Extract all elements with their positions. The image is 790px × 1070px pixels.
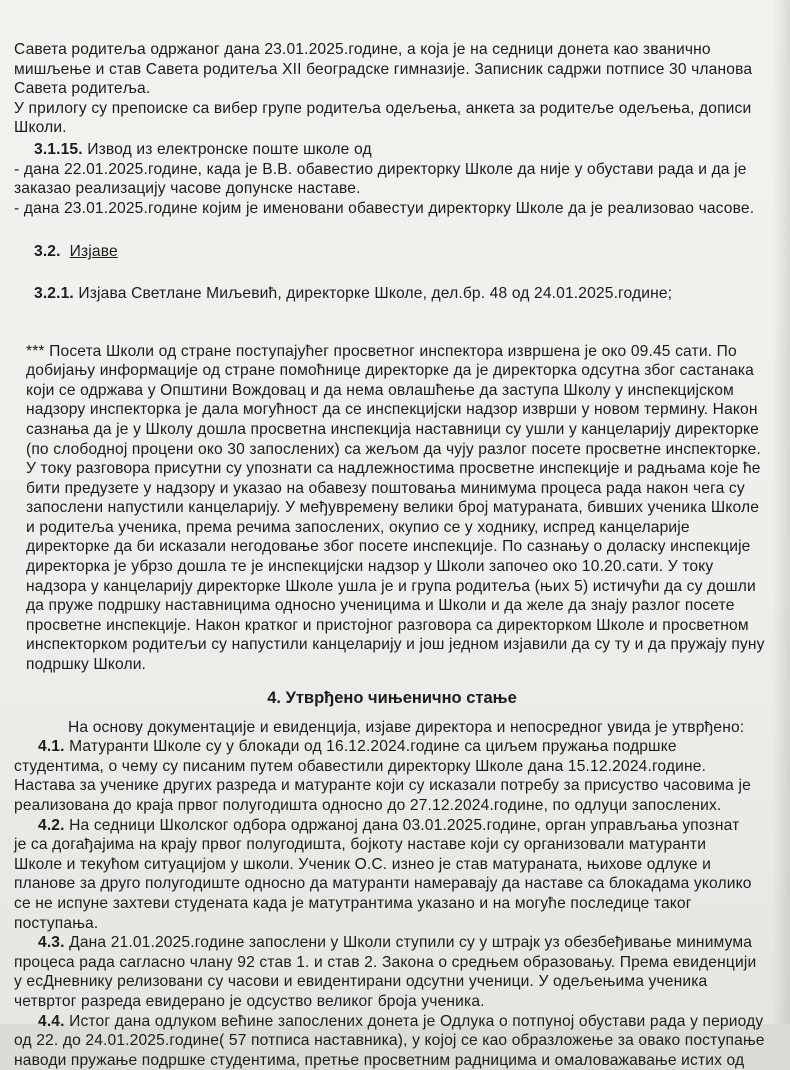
text-line: који се одржава у Општини Вождовац и да нема овлашћење да заступа Школу у инспекцијском — [26, 381, 734, 399]
section-4-body — [14, 718, 770, 1070]
section-number: 3.2. — [34, 243, 61, 261]
text-line: бити предузете у надзору и указао на обавезу поштовања минимума процеса рада након чега су — [26, 479, 745, 497]
item-4-1 — [14, 737, 770, 815]
item-first-line — [14, 816, 770, 836]
text-line: У прилогу су препоиске са вибер групе родитеља одељења, анкета за родитеље одељења, дописи — [14, 99, 752, 117]
item-text: Истог дана одлуком већине запослених донета је Одлука о потпуној обустави рада у периоду — [64, 1012, 764, 1030]
text-line: Школи. — [14, 119, 67, 137]
text-line: *** Посета Школи од стране поступајућег просветног инспектора извршена је око 09.45 сати. По — [26, 342, 737, 360]
text-line: планове за друго полугодиште односно да матуранти намеравају да наставе са блокадама уколико — [14, 875, 752, 893]
text-line: подршку Школи. — [26, 656, 147, 674]
text-line: је са догађајима на крају првог полугодишта, бојкоту наставе који су организовали матуранти — [14, 836, 707, 854]
item-first-line — [14, 1012, 770, 1032]
text-line: да пруже подршку наставницима односно ученицима и Школи и да желе да знају разлог посете — [26, 597, 735, 615]
text-line: мишљење и став Савета родитеља XII београдске гимназије. Записник садржи потписе 30 чланова — [14, 60, 753, 78]
section-number: 3.2.1. — [34, 284, 74, 302]
item-first-line — [14, 933, 770, 953]
section-title: Изјаве — [69, 243, 118, 261]
item-number: 4.4. — [38, 1012, 65, 1030]
section-number: 3.1.15. — [34, 140, 83, 158]
item-4-3 — [14, 933, 770, 1011]
text-line: заказао реализацију часове допунске наставе. — [14, 180, 361, 198]
section-3-1-15 — [14, 140, 770, 218]
section-heading — [14, 140, 770, 160]
item-first-line — [14, 737, 770, 757]
section-title: Извод из електронске поште школе од — [82, 140, 372, 158]
text-line: У току разговора присутни су упознати са надлежностима просветне инспекције и радњама које ће — [26, 460, 761, 478]
item-text: На седници Школског одбора одржаној дана 03.01.2025.године, орган управљања упознат — [64, 816, 740, 834]
text-line: надзору инспекторка је дала могућност да се инспекцијски надзор изврши у новом термину. Након — [26, 401, 758, 419]
text-line: процеса рада сагласно члану 92 став 1. и став 2. Закона о средњем образовању. Према евиденцији — [14, 953, 757, 971]
text-line: студентима, о чему су писаним путем обавестили директорку Школе дана 15.12.2024.године. — [14, 757, 707, 775]
section-3-2-1 — [14, 284, 770, 304]
text-line: се не испуне захтеви студената када је матутрантима указано и на могуће последице таког — [14, 894, 692, 912]
item-4-2 — [14, 816, 770, 934]
section-4-heading: 4. Утврђено чињенично стање — [267, 688, 517, 707]
section-3-2 — [14, 242, 770, 262]
text-line: директорка је убрзо дошла те је инспекцијски надзор у Школи започео око 10.20.сати. У току — [26, 558, 714, 576]
text-line: (по слободној процени око 30 запослених) са жељом да чују разлог посете просветне инспекторке. — [26, 440, 761, 458]
text-line: запослени напустили канцеларију. У међувремену велики број матураната, бивших ученика Школе — [26, 499, 760, 517]
item-4-4 — [14, 1012, 770, 1070]
text-line: просветне инспекције. Након кратког и пристојног разговора са директорком Школе и просветном — [26, 616, 749, 634]
text-line: и родитеља ученика, према речима запослених, окупио се у ходнику, испред канцеларије — [26, 518, 690, 536]
item-number: 4.3. — [38, 934, 65, 952]
text-line: - дана 22.01.2025.године, када је В.В. обавестио директорку Школе да није у обустави рада и да је — [14, 160, 747, 178]
text-line: - дана 23.01.2025.године којим је именовани обавестуи директорку Школе да је реализовао часове. — [14, 199, 755, 217]
page-edge-shadow — [772, 0, 790, 1024]
text-line: Савета родитеља. — [14, 80, 151, 98]
text-line: Школе и текућом ситуацијом у школи. Ученик О.С. изнео је став матураната, њихове одлуке и — [14, 855, 711, 873]
text-line: од 22. до 24.01.2025.године( 57 потписа наставника), у којој се као образложење за овако поступање — [14, 1032, 765, 1050]
text-line: надзора у канцеларију директорке Школе ушла је и група родитеља (њих 5) истичући да су дошли — [26, 577, 756, 595]
section-heading — [14, 284, 770, 304]
text-line: поступања. — [14, 914, 99, 932]
item-number: 4.2. — [38, 816, 65, 834]
item-text: Дана 21.01.2025.године запослени у Школи ступили су у штрајк уз обезбеђивање минимума — [64, 934, 753, 952]
statement-paragraph — [14, 342, 770, 675]
section-4-intro: На основу документације и евиденција, изјаве директора и непосредног увида је утврђено: — [68, 718, 745, 736]
text-line: Настава за ученике других разреда и матуранте који су исказали потребу за присуство часовима је — [14, 777, 751, 795]
intro-paragraph — [14, 40, 770, 138]
text-line: у есДневнику релизовани су часови и евидентирани одсутни ученици. У одељењима ученика — [14, 973, 708, 991]
text-line: четвртог разреда евидерано је одсуство великог броја ученика. — [14, 992, 485, 1010]
text-line: сазнања да је у Школу дошла просветна инспекција наставници су ушли у канцеларију директорке — [26, 420, 759, 438]
text-line: реализована до краја првог полугодишта односно до 27.12.2024.године, по одлуци запослених. — [14, 797, 722, 814]
section-text: Изјава Светлане Миљевић, директорке Школе, дел.бр. 48 од 24.01.2025.године; — [73, 284, 673, 302]
text-line: наводи пружање подршке студентима, претње просветним радницима и омаловажавање истих од — [14, 1051, 745, 1069]
text-line: Савета родитеља одржаног дана 23.01.2025.године, а која је на седници донета као званично — [14, 41, 711, 58]
item-number: 4.1. — [38, 738, 65, 756]
text-line: директорке да би исказали негодовање због посете инспекције. По сазнању о доласку инспекције — [26, 538, 751, 556]
item-text: Матуранти Школе су у блокади од 16.12.2024.године са циљем пружања подршке — [64, 738, 677, 756]
section-heading — [14, 242, 770, 262]
text-line: добијању информације од стране помоћнице директорке да је директорка одсутна због састанака — [26, 362, 755, 380]
text-line: инспекторком родитељи су напустили канцеларију и још једном изјавили да су ту и да пружају пуну — [26, 636, 765, 654]
